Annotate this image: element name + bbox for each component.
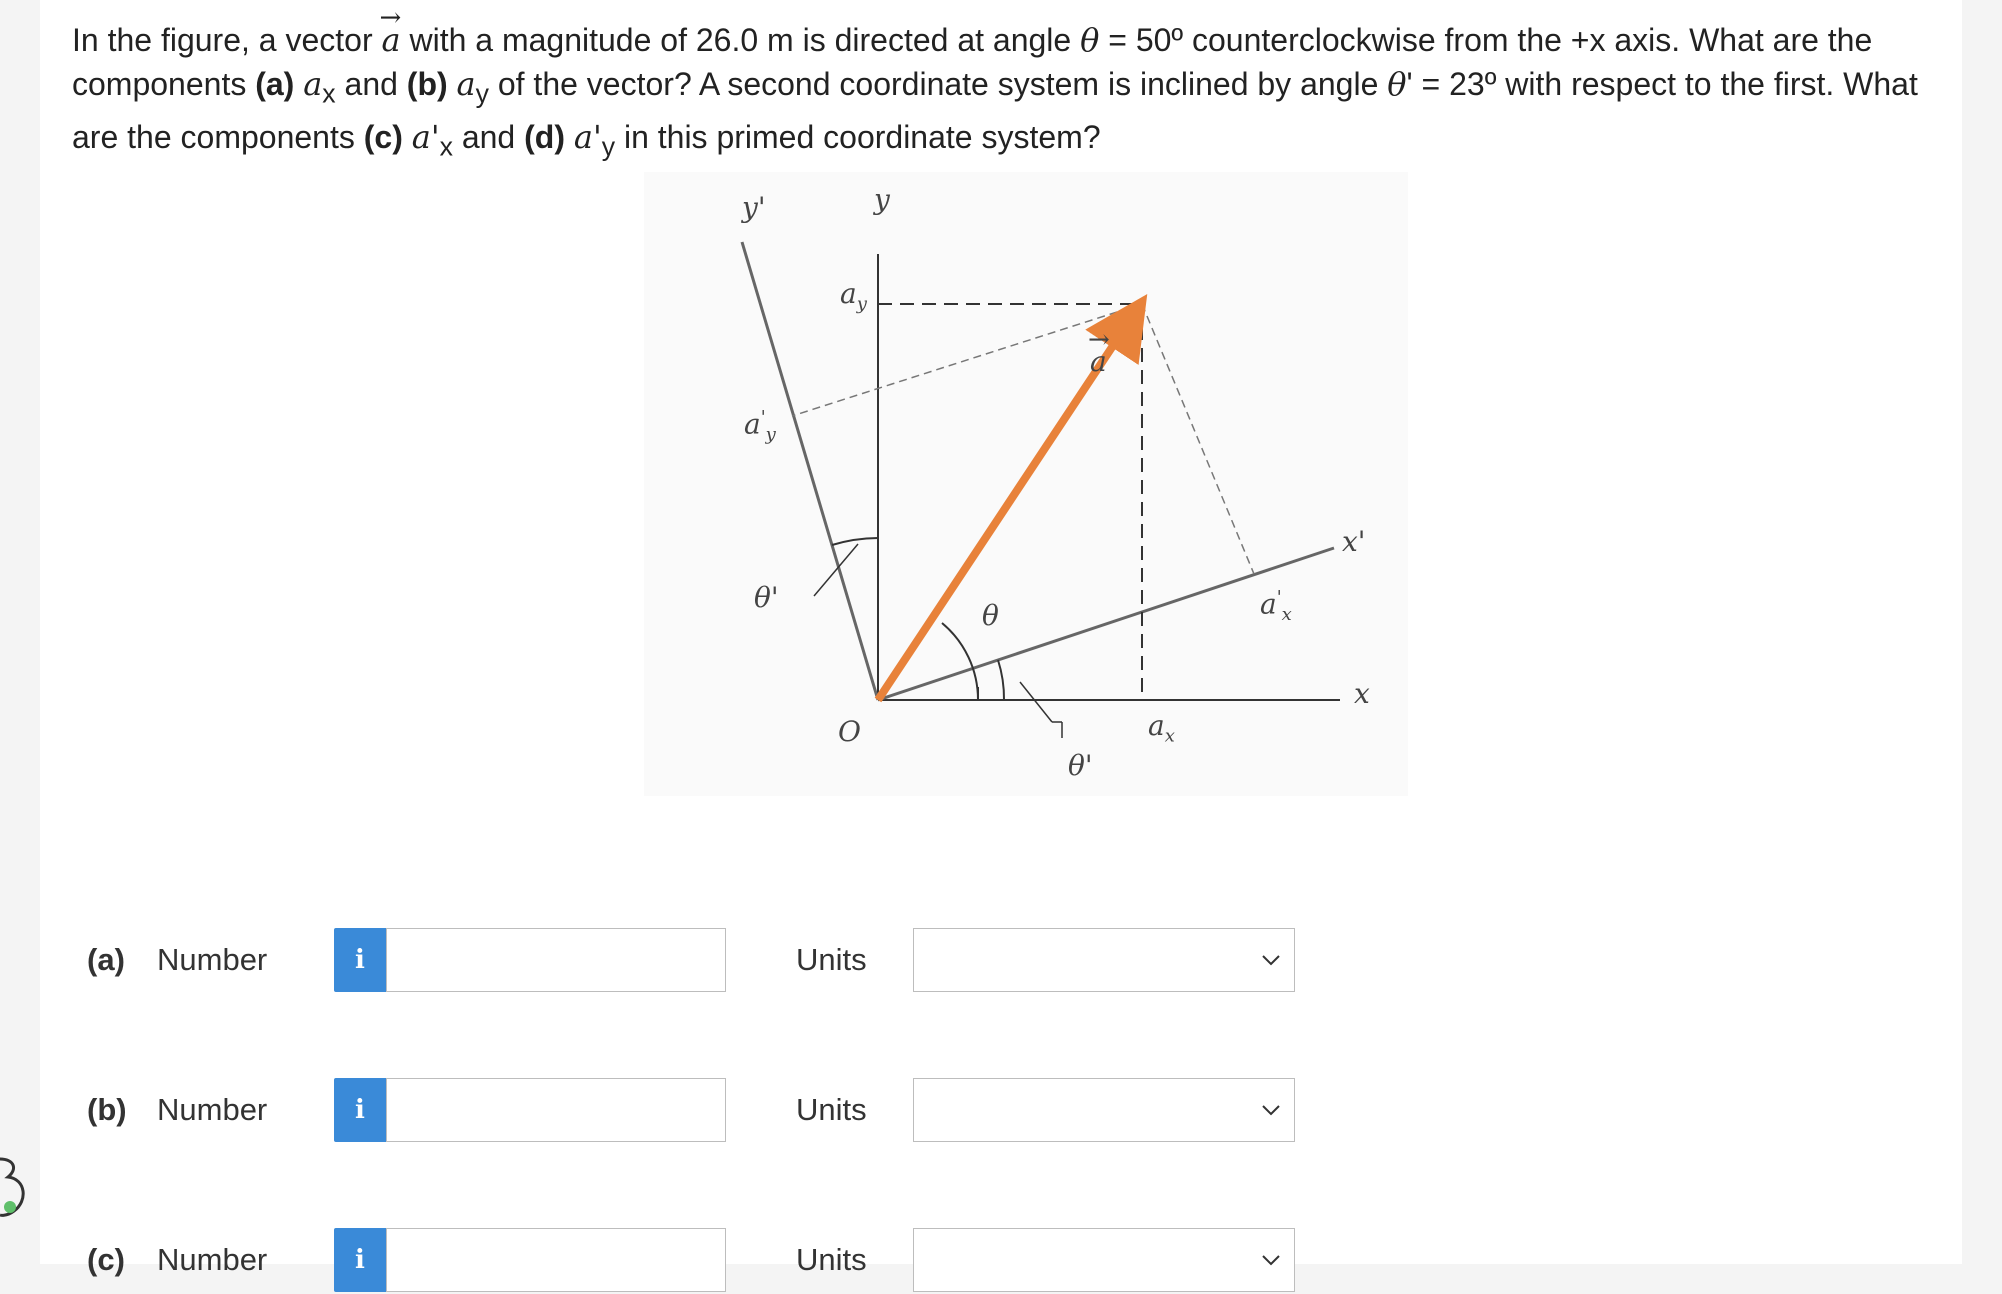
chevron-down-icon	[1258, 1097, 1284, 1123]
y-label: y	[874, 183, 890, 216]
vector-diagram	[644, 172, 1408, 796]
theta-prime-leader-bottom	[1020, 682, 1052, 722]
vector-a-label: → a	[1090, 348, 1107, 376]
answer-row-b	[87, 1078, 1347, 1144]
theta-prime-arc-bottom	[998, 660, 1004, 700]
question-text: In the figure, a vector → a with a magnitude of 26.0 m is directed at angle θ = 50º counterclockwise from the +x axis. What are the components (a) $a_x$ and (b) $a_y$ of the vector? A second coordinate system is inclined by angle θ' = 23º with respect to the first. What are the components (c) $a'_x$ and (d) $a'_y$ in this primed coordinate system?	[72, 18, 1952, 169]
vector-a-symbol: → a	[382, 18, 401, 62]
number-label: Number	[157, 942, 268, 977]
ay-label: $a_y$	[840, 277, 867, 315]
ax-label: $a_x$	[1148, 709, 1175, 747]
vector-figure	[644, 172, 1408, 796]
units-dropdown[interactable]	[913, 1078, 1295, 1142]
question-page	[40, 0, 1962, 1277]
units-label: Units	[796, 1092, 867, 1127]
theta-label: θ	[982, 599, 999, 632]
answer-row-a	[87, 928, 1347, 994]
units-label: Units	[796, 1242, 867, 1277]
info-button[interactable]: i	[334, 1078, 386, 1142]
part-letter: (c)	[87, 1242, 125, 1277]
chevron-down-icon	[1258, 947, 1284, 973]
part-letter: (a)	[87, 942, 125, 977]
apx-label: $a'_x$	[1260, 587, 1292, 625]
apx-projection	[1142, 304, 1254, 574]
x-prime-label: x'	[1342, 525, 1366, 558]
number-input[interactable]	[386, 928, 726, 992]
answer-row-c	[87, 1228, 1347, 1294]
helper-bubble-icon[interactable]	[0, 1155, 40, 1235]
info-button[interactable]: i	[334, 1228, 386, 1292]
units-dropdown[interactable]	[913, 928, 1295, 992]
theta-prime-bottom-label: θ'	[1068, 749, 1093, 782]
number-input[interactable]	[386, 1078, 726, 1142]
units-label: Units	[796, 942, 867, 977]
part-letter: (b)	[87, 1092, 127, 1127]
theta-prime-arc-left	[832, 538, 878, 545]
units-dropdown[interactable]	[913, 1228, 1295, 1292]
theta-prime-leader-left	[814, 544, 858, 596]
number-label: Number	[157, 1092, 268, 1127]
chevron-down-icon	[1258, 1247, 1284, 1273]
origin-label: O	[838, 715, 861, 748]
number-input[interactable]	[386, 1228, 726, 1292]
info-button[interactable]: i	[334, 928, 386, 992]
x-label: x	[1354, 677, 1370, 710]
theta-arc	[942, 623, 978, 700]
number-label: Number	[157, 1242, 268, 1277]
apy-label: $a'_y$	[744, 407, 776, 445]
theta-prime-left-label: θ'	[754, 581, 779, 614]
y-prime-label: y'	[742, 191, 766, 224]
